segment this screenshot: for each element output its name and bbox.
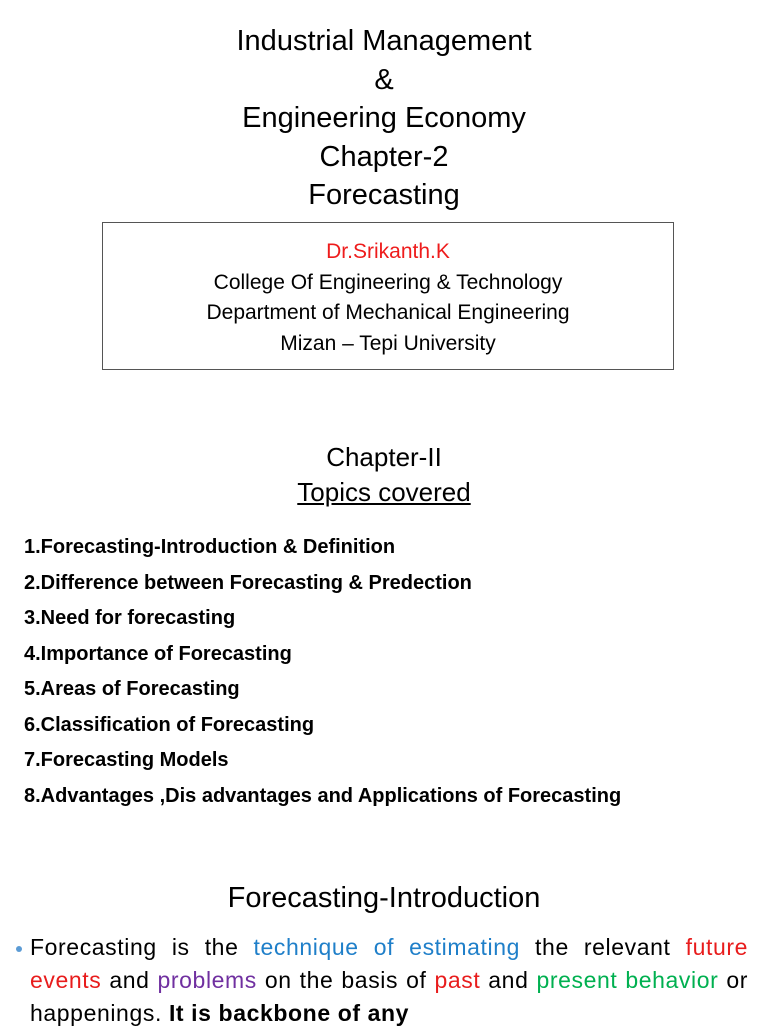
intro-highlight-blue: technique of estimating [253,934,520,960]
intro-bold-text: It is backbone of any [168,1000,410,1026]
intro-text: Forecasting is the [30,934,254,960]
title-line-4: Chapter-2 [319,140,449,173]
chapter-heading [0,440,768,510]
topics-heading: Topics covered [297,477,471,507]
intro-title: Forecasting-Introduction [227,882,541,914]
title-line-3: Engineering Economy [242,102,526,134]
intro-highlight-red: past [434,967,481,993]
intro-highlight-green: present behavior [536,967,719,993]
topic-item: 8.Advantages ,Dis advantages and Applications of Forecasting [24,784,622,807]
topic-item: 1.Forecasting-Introduction & Definition [24,536,396,558]
author-department: Department of Mechanical Engineering [206,301,570,324]
topic-item: 7.Forecasting Models [24,749,229,771]
title-line-5: Forecasting [308,179,460,211]
topic-item: 3.Need for forecasting [24,607,236,629]
topic-item: 5.Areas of Forecasting [24,678,240,700]
bullet-icon [16,946,22,952]
intro-text: the relevant [520,934,686,960]
author-college: College Of Engineering & Technology [213,270,563,294]
intro-text: or happenings. [30,967,749,1026]
author-university: Mizan – Tepi University [280,331,496,355]
intro-text: on the basis of [256,967,435,993]
chapter-number: Chapter-II [326,442,442,472]
intro-highlight-purple: problems [157,967,257,993]
intro-text: and [101,967,158,993]
topic-item: 6.Classification of Forecasting [24,713,315,736]
topics-list [24,530,621,814]
title-line-2: & [374,63,394,96]
title-line-1: Industrial Management [236,25,532,57]
topic-item: 2.Difference between Forecasting & Predection [24,571,472,594]
topic-item: 4.Importance of Forecasting [24,642,292,665]
document-title [0,22,768,215]
author-name: Dr.Srikanth.K [326,240,450,263]
intro-text: and [480,967,537,993]
intro-highlight-red: future events [30,934,748,993]
intro-paragraph [30,931,748,1030]
author-box [102,222,674,370]
